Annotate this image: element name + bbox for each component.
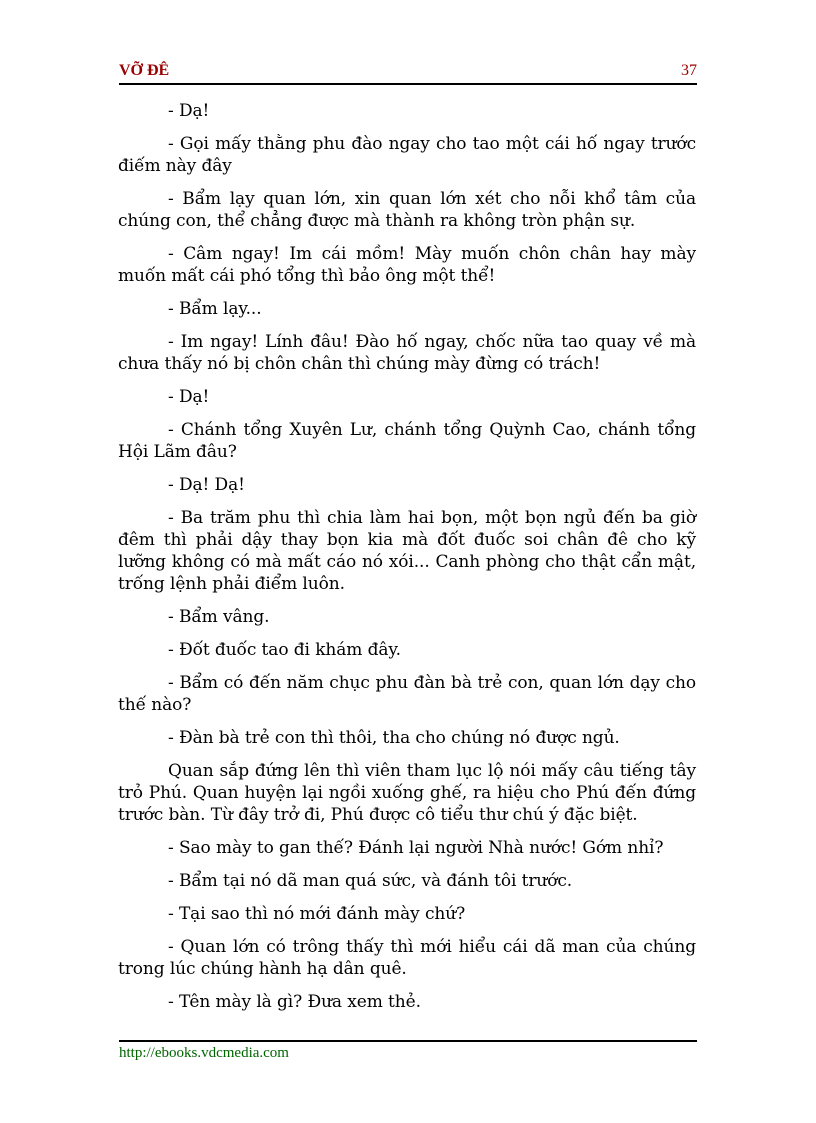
paragraph: - Tên mày là gì? Đưa xem thẻ.: [168, 992, 421, 1012]
page-number: 37: [681, 62, 697, 79]
paragraph: - Im ngay! Lính đâu! Đào hố ngay, chốc nữa tao quay về mà chưa thấy nó bị chôn chân thì chúng mày đừng có trách!: [118, 332, 696, 374]
paragraph: - Bẩm có đến năm chục phu đàn bà trẻ con, quan lớn dạy cho thế nào?: [118, 673, 696, 715]
page-body: [118, 100, 696, 1024]
paragraph: - Đốt đuốc tao đi khám đây.: [168, 640, 401, 660]
footer-divider: [119, 1040, 697, 1042]
paragraph: - Chánh tổng Xuyên Lư, chánh tổng Quỳnh Cao, chánh tổng Hội Lãm đâu?: [118, 420, 696, 462]
paragraph: - Quan lớn có trông thấy thì mới hiểu cái dã man của chúng trong lúc chúng hành hạ dân quê.: [118, 937, 696, 979]
paragraph: - Đàn bà trẻ con thì thôi, tha cho chúng nó được ngủ.: [168, 728, 620, 748]
paragraph: - Bẩm lạy...: [168, 299, 262, 319]
paragraph: - Bẩm lạy quan lớn, xin quan lớn xét cho nỗi khổ tâm của chúng con, thể chẳng được mà thành ra không tròn phận sự.: [118, 189, 696, 231]
paragraph: - Dạ!: [168, 387, 210, 407]
paragraph: - Tại sao thì nó mới đánh mày chứ?: [168, 904, 466, 924]
paragraph: - Sao mày to gan thế? Đánh lại người Nhà nước! Gớm nhỉ?: [168, 838, 664, 858]
page-header: [119, 60, 697, 82]
paragraph: - Bẩm tại nó dã man quá sức, và đánh tôi trước.: [168, 871, 573, 891]
paragraph: Quan sắp đứng lên thì viên tham lục lộ nói mấy câu tiếng tây trỏ Phú. Quan huyện lại ngồi xuống ghế, ra hiệu cho Phú đến đứng trước bàn. Từ đây trở đi, Phú được cô tiểu thư chú ý đặc biệt.: [118, 761, 696, 825]
paragraph: - Bẩm vâng.: [168, 607, 270, 627]
paragraph: - Câm ngay! Im cái mồm! Mày muốn chôn chân hay mày muốn mất cái phó tổng thì bảo ông một thể!: [118, 244, 696, 286]
paragraph: - Dạ!: [168, 101, 210, 121]
header-divider: [119, 83, 697, 85]
footer-website-link[interactable]: http://ebooks.vdcmedia.com: [119, 1045, 289, 1061]
book-title: VỠ ĐÊ: [119, 62, 170, 79]
paragraph: - Dạ! Dạ!: [168, 475, 245, 495]
paragraph: - Gọi mấy thằng phu đào ngay cho tao một cái hố ngay trước điếm này đây: [118, 134, 696, 176]
paragraph: - Ba trăm phu thì chia làm hai bọn, một bọn ngủ đến ba giờ đêm thì phải dậy thay bọn kia mà đốt đuốc soi chân đê cho kỹ lưỡng không có mà mất cáo nó xói... Canh phòng cho thật cẩn mật, trống lệnh phải điểm luôn.: [118, 508, 696, 594]
